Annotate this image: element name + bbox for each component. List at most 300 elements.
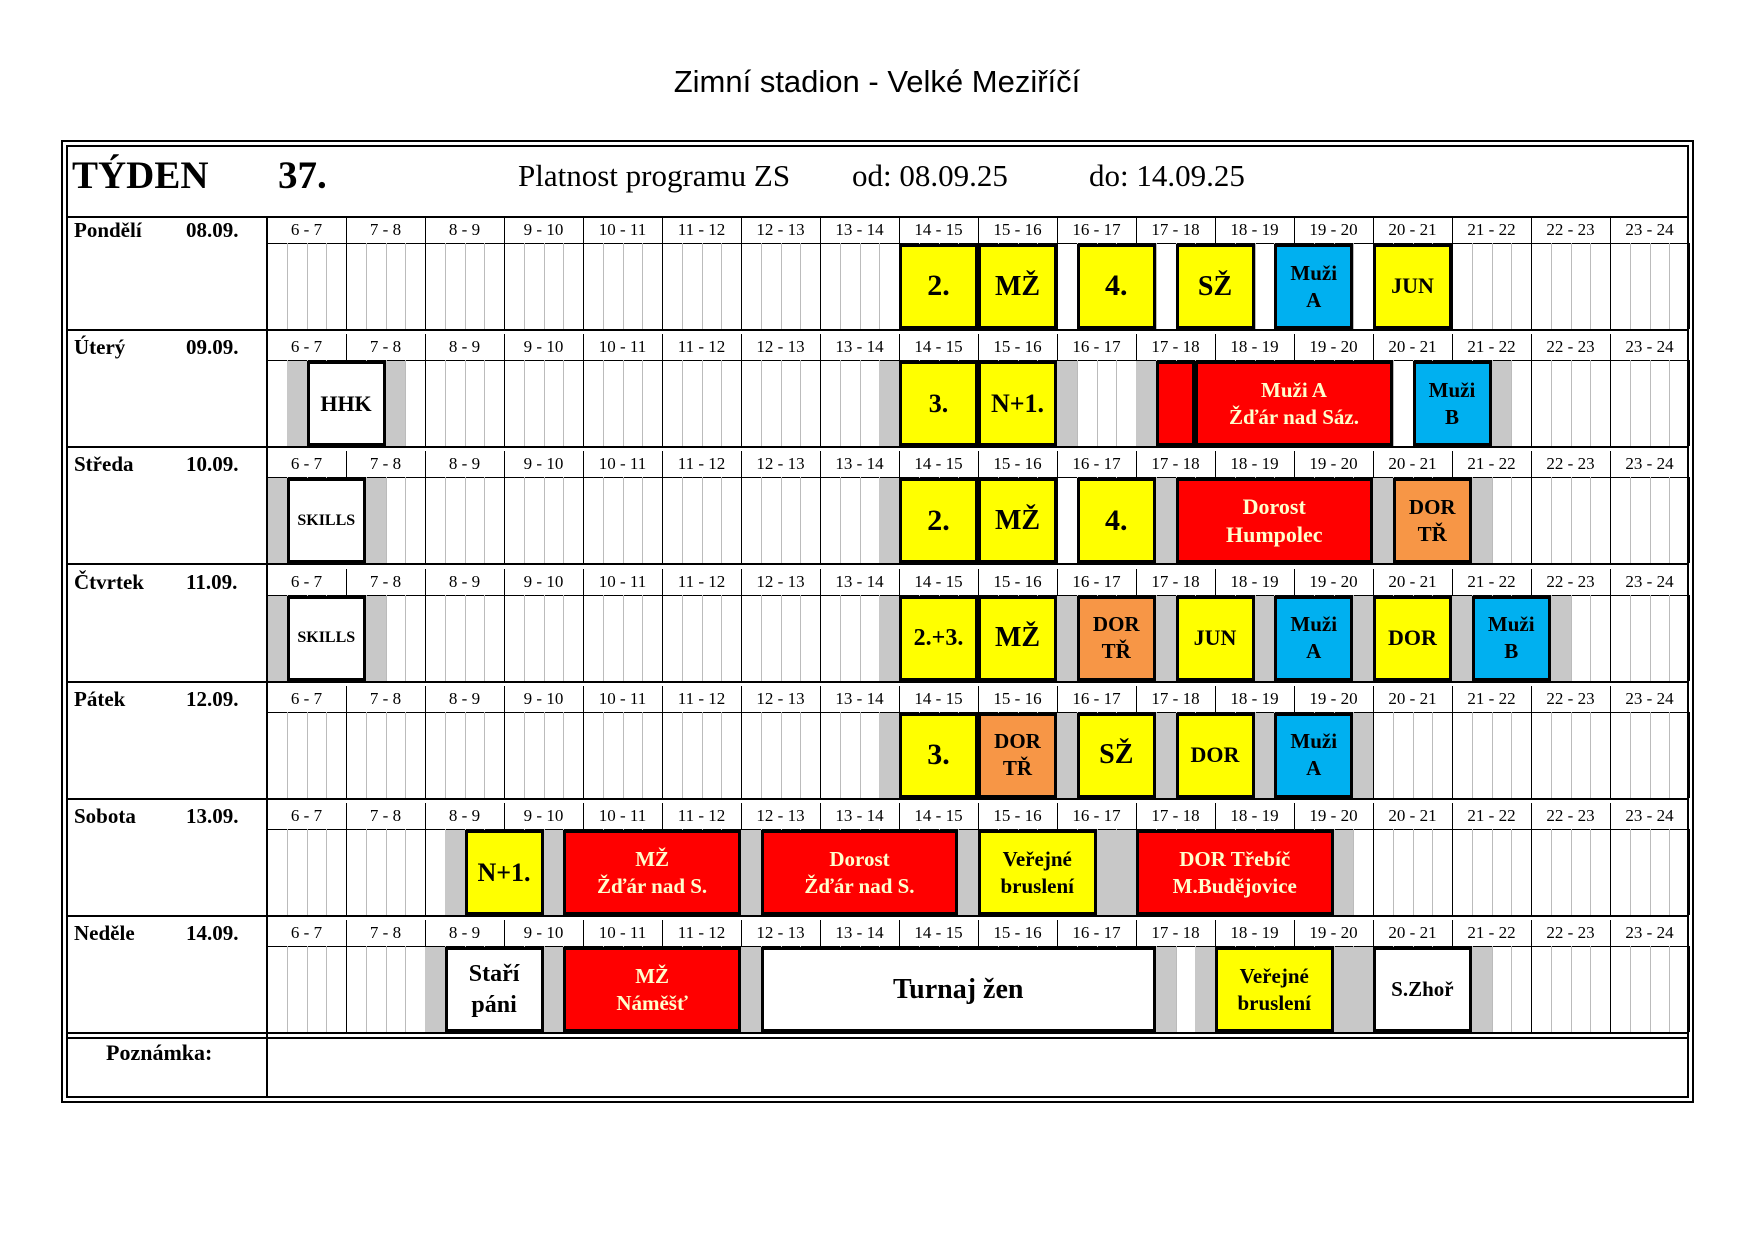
time-label: 6 - 7 [290,220,323,239]
note-row-line [68,1037,1689,1039]
time-label: 9 - 10 [523,923,564,943]
hour-line [1689,712,1690,798]
quarter-line [800,477,801,563]
hour-line [741,477,742,563]
quarter-line [1353,829,1354,915]
time-label: 16 - 17 [1072,337,1121,357]
quarter-line [800,243,801,329]
hour-divider [1057,451,1058,477]
quarter-line [563,477,564,563]
time-label: 23 - 24 [1625,220,1674,239]
hour-divider [583,803,584,829]
ice-maintenance-slot [366,596,386,681]
hour-line [1373,829,1374,915]
reservation-block[interactable]: Veřejné bruslení [978,830,1097,915]
quarter-line [465,243,466,329]
reservation-block[interactable]: MŽ Náměšť [563,947,741,1032]
quarter-line [563,243,564,329]
hour-divider [346,569,347,595]
quarter-line [1571,360,1572,446]
time-label: 13 - 14 [835,454,884,474]
time-label: 23 - 24 [1625,923,1674,943]
hour-line [504,595,505,681]
ice-maintenance-slot [1156,947,1176,1032]
quarter-line [484,595,485,681]
hour-divider [346,686,347,712]
reservation-block[interactable]: 2.+3. [899,596,978,681]
reservation-block[interactable]: Muži A [1274,713,1353,798]
ice-maintenance-slot [1156,713,1176,798]
reservation-block[interactable]: Muži A [1274,244,1353,329]
hour-divider [741,451,742,477]
quarter-line [1571,243,1572,329]
quarter-line [1156,243,1157,329]
reservation-block[interactable]: MŽ Žďár nad S. [563,830,741,915]
hour-divider [1373,217,1374,243]
hour-divider [1057,686,1058,712]
hour-line [662,243,663,329]
reservation-block[interactable]: 2. [899,244,978,329]
hour-divider [820,803,821,829]
reservation-block[interactable]: 3. [899,713,978,798]
hour-divider [899,569,900,595]
quarter-line [366,946,367,1032]
quarter-line [386,712,387,798]
reservation-block[interactable]: Staří páni [445,947,544,1032]
quarter-line [721,360,722,446]
time-label: 12 - 13 [756,923,805,943]
hour-line [346,946,347,1032]
time-label: 10 - 11 [598,220,647,239]
quarter-line [386,595,387,681]
quarter-line [1590,360,1591,446]
time-label: 13 - 14 [835,923,884,943]
hour-divider [1294,803,1295,829]
time-label: 21 - 22 [1467,337,1516,357]
quarter-line [1630,595,1631,681]
ice-maintenance-slot [879,478,899,563]
reservation-block[interactable]: Muži B [1472,596,1551,681]
ice-maintenance-slot [1492,361,1512,446]
ice-maintenance-slot [879,596,899,681]
reservation-block[interactable]: Veřejné bruslení [1215,947,1334,1032]
quarter-line [1511,946,1512,1032]
quarter-line [465,360,466,446]
quarter-line [1393,829,1394,915]
quarter-line [307,829,308,915]
time-label: 8 - 9 [448,806,481,825]
time-label: 18 - 19 [1230,571,1279,591]
quarter-line [781,243,782,329]
time-label: 19 - 20 [1309,688,1358,708]
row-line [68,681,1689,683]
hour-divider [1136,803,1137,829]
quarter-line [445,595,446,681]
reservation-block[interactable]: S.Zhoř [1373,947,1472,1032]
reservation-block[interactable]: Muži B [1413,361,1492,446]
hour-divider [583,569,584,595]
hour-line [425,243,426,329]
hour-divider [662,334,663,360]
reservation-block[interactable]: DOR Třebíč M.Budějovice [1136,830,1334,915]
quarter-line [307,712,308,798]
day-date: 12.09. [186,686,239,711]
ice-maintenance-slot [958,830,978,915]
time-label: 6 - 7 [290,454,323,474]
hour-divider [1136,569,1137,595]
ice-maintenance-slot [1057,713,1077,798]
reservation-block[interactable]: N+1. [465,830,544,915]
quarter-line [761,712,762,798]
reservation-block[interactable]: MŽ [978,244,1057,329]
hour-divider [346,334,347,360]
hour-divider [1373,686,1374,712]
time-label: 22 - 23 [1546,220,1595,239]
hour-line [504,243,505,329]
reservation-block[interactable]: SKILLS [287,596,366,681]
time-label: 7 - 8 [369,571,402,591]
hour-divider [1215,920,1216,946]
hour-line [741,243,742,329]
hour-divider [662,451,663,477]
quarter-line [1650,712,1651,798]
quarter-line [1571,946,1572,1032]
reservation-block[interactable]: SŽ [1176,244,1255,329]
time-label: 19 - 20 [1309,571,1358,591]
quarter-line [682,712,683,798]
reservation-block[interactable] [1156,361,1196,446]
quarter-line [702,712,703,798]
ice-maintenance-slot [1136,361,1156,446]
quarter-line [721,712,722,798]
hour-divider [504,217,505,243]
hour-line [425,477,426,563]
reservation-block[interactable]: DOR TŘ [1393,478,1472,563]
hour-line [1373,712,1374,798]
hour-line [583,243,584,329]
hour-divider [1136,217,1137,243]
quarter-line [860,477,861,563]
hour-line [1452,829,1453,915]
quarter-line [800,595,801,681]
reservation-block[interactable]: Dorost Žďár nad S. [761,830,959,915]
hour-line [346,243,347,329]
time-label: 17 - 18 [1151,220,1200,239]
hour-divider [1057,569,1058,595]
hour-line [741,712,742,798]
time-label: 21 - 22 [1467,571,1516,591]
time-label: 6 - 7 [290,571,323,591]
hour-divider [346,803,347,829]
hour-line [1531,946,1532,1032]
hour-line [425,595,426,681]
time-label: 23 - 24 [1625,806,1674,825]
hour-divider [820,686,821,712]
hour-divider [583,686,584,712]
time-label: 14 - 15 [914,220,963,239]
reservation-block[interactable]: DOR TŘ [1077,596,1156,681]
quarter-line [702,243,703,329]
time-label: 19 - 20 [1309,806,1358,825]
time-label: 8 - 9 [448,688,481,708]
quarter-line [1590,829,1591,915]
day-name: Čtvrtek [74,569,144,594]
ice-maintenance-slot [1057,596,1077,681]
reservation-block[interactable]: HHK [307,361,386,446]
reservation-block[interactable]: Turnaj žen [761,947,1156,1032]
hour-divider [1610,334,1611,360]
quarter-line [1551,243,1552,329]
hour-line [1452,243,1453,329]
reservation-block[interactable]: JUN [1373,244,1452,329]
hour-line [662,360,663,446]
time-label: 8 - 9 [448,571,481,591]
quarter-line [682,360,683,446]
reservation-block[interactable]: 2. [899,478,978,563]
quarter-line [1413,712,1414,798]
time-label: 15 - 16 [993,220,1042,239]
hour-line [1057,477,1058,563]
hour-divider [1452,334,1453,360]
time-label: 15 - 16 [993,337,1042,357]
time-label: 10 - 11 [598,923,647,943]
hour-divider [1294,920,1295,946]
quarter-line [800,712,801,798]
quarter-line [1492,712,1493,798]
time-label: 12 - 13 [756,337,805,357]
reservation-block[interactable]: DOR TŘ [978,713,1057,798]
hour-divider [1215,334,1216,360]
quarter-line [1650,360,1651,446]
hour-divider [1531,451,1532,477]
hour-divider [1294,686,1295,712]
quarter-line [840,477,841,563]
quarter-line [603,595,604,681]
reservation-block[interactable]: Muži A Žďár nad Sáz. [1195,361,1393,446]
time-label: 19 - 20 [1309,923,1358,943]
hour-divider [425,569,426,595]
hour-divider [1531,569,1532,595]
time-label: 13 - 14 [835,337,884,357]
ice-maintenance-slot [1057,361,1077,446]
quarter-line [1590,243,1591,329]
quarter-line [484,360,485,446]
quarter-line [1492,243,1493,329]
day-name: Pondělí [74,218,142,242]
time-label: 16 - 17 [1072,688,1121,708]
time-label: 7 - 8 [369,806,402,825]
day-date: 13.09. [186,804,239,828]
reservation-block[interactable]: Muži A [1274,596,1353,681]
day-name: Úterý [74,335,126,360]
reservation-block[interactable]: MŽ [978,596,1057,681]
time-label: 20 - 21 [1388,454,1437,474]
hour-divider [1136,686,1137,712]
quarter-line [405,946,406,1032]
time-label: 22 - 23 [1546,454,1595,474]
time-label: 11 - 12 [677,923,726,943]
time-label: 13 - 14 [835,571,884,591]
quarter-line [544,477,545,563]
ice-maintenance-slot [1353,947,1373,1032]
reservation-block[interactable]: 4. [1077,478,1156,563]
time-label: 18 - 19 [1230,337,1279,357]
time-label: 18 - 19 [1230,454,1279,474]
quarter-line [484,477,485,563]
reservation-block[interactable]: JUN [1176,596,1255,681]
hour-divider [1294,217,1295,243]
quarter-line [603,477,604,563]
quarter-line [1571,477,1572,563]
time-label: 18 - 19 [1230,220,1279,239]
ice-maintenance-slot [1452,596,1472,681]
time-label: 9 - 10 [523,337,564,357]
quarter-line [386,477,387,563]
quarter-line [307,243,308,329]
time-label: 6 - 7 [290,923,323,943]
quarter-line [1669,243,1670,329]
time-label: 15 - 16 [993,571,1042,591]
quarter-line [761,243,762,329]
reservation-block[interactable]: MŽ [978,478,1057,563]
hour-divider [820,334,821,360]
time-label: 9 - 10 [523,454,564,474]
quarter-line [386,946,387,1032]
quarter-line [1650,946,1651,1032]
hour-line [662,477,663,563]
hour-line [425,829,426,915]
hour-line [1689,477,1690,563]
hour-divider [504,686,505,712]
reservation-block[interactable]: 4. [1077,244,1156,329]
time-label: 10 - 11 [598,688,647,708]
time-label: 11 - 12 [677,806,726,825]
time-label: 14 - 15 [914,806,963,825]
ice-maintenance-slot [1472,947,1492,1032]
hour-divider [1610,686,1611,712]
hour-line [346,712,347,798]
hour-divider [1452,451,1453,477]
ice-maintenance-slot [267,596,287,681]
time-label: 13 - 14 [835,688,884,708]
quarter-line [465,477,466,563]
quarter-line [800,360,801,446]
hour-line [820,360,821,446]
time-label: 20 - 21 [1388,806,1437,825]
day-name: Středa [74,452,134,477]
quarter-line [1413,829,1414,915]
quarter-line [544,243,545,329]
hour-divider [741,569,742,595]
hour-divider [1215,569,1216,595]
hour-divider [425,803,426,829]
hour-line [583,712,584,798]
hour-divider [820,217,821,243]
hour-divider [1373,334,1374,360]
hour-divider [1531,217,1532,243]
quarter-line [484,712,485,798]
reservation-block[interactable]: DOR [1176,713,1255,798]
quarter-line [366,712,367,798]
time-label: 10 - 11 [598,337,647,357]
hour-divider [1373,451,1374,477]
hour-line [1531,243,1532,329]
quarter-line [1511,829,1512,915]
time-label: 21 - 22 [1467,806,1516,825]
reservation-block[interactable]: SŽ [1077,713,1156,798]
ice-maintenance-slot [1255,713,1275,798]
time-label: 21 - 22 [1467,923,1516,943]
quarter-line [1650,243,1651,329]
quarter-line [386,243,387,329]
time-label: 17 - 18 [1151,454,1200,474]
hour-divider [1452,803,1453,829]
hour-divider [899,686,900,712]
time-label: 7 - 8 [369,220,402,239]
quarter-line [326,243,327,329]
hour-divider [899,334,900,360]
quarter-line [524,360,525,446]
row-line [68,329,1689,331]
quarter-line [1669,360,1670,446]
hour-line [504,712,505,798]
time-label: 21 - 22 [1467,220,1516,239]
reservation-block[interactable]: DOR [1373,596,1452,681]
hour-divider [425,217,426,243]
quarter-line [1669,595,1670,681]
time-label: 11 - 12 [677,571,726,591]
hour-line [820,595,821,681]
quarter-line [682,477,683,563]
quarter-line [1432,829,1433,915]
hour-divider [978,803,979,829]
hour-line [1610,829,1611,915]
time-label: 20 - 21 [1388,337,1437,357]
reservation-block[interactable]: Dorost Humpolec [1176,478,1374,563]
quarter-line [623,595,624,681]
time-label: 20 - 21 [1388,688,1437,708]
valid-to: do: 14.09.25 [1089,158,1245,193]
quarter-line [1472,712,1473,798]
hour-divider [583,334,584,360]
hour-divider [662,686,663,712]
hour-divider [1215,217,1216,243]
day-name: Sobota [74,804,136,828]
hour-divider [346,217,347,243]
quarter-line [1393,360,1394,446]
quarter-line [781,595,782,681]
quarter-line [1650,595,1651,681]
hour-divider [899,803,900,829]
hour-divider [1610,569,1611,595]
reservation-block[interactable]: N+1. [978,361,1057,446]
quarter-line [445,712,446,798]
reservation-block[interactable]: 3. [899,361,978,446]
quarter-line [1511,360,1512,446]
hour-divider [662,217,663,243]
time-label: 17 - 18 [1151,337,1200,357]
reservation-block[interactable]: SKILLS [287,478,366,563]
row-line [68,915,1689,917]
hour-line [583,360,584,446]
hour-divider [662,920,663,946]
quarter-line [1630,477,1631,563]
hour-divider [820,451,821,477]
time-label: 23 - 24 [1625,337,1674,357]
quarter-line [563,595,564,681]
hour-line [504,477,505,563]
quarter-line [623,712,624,798]
